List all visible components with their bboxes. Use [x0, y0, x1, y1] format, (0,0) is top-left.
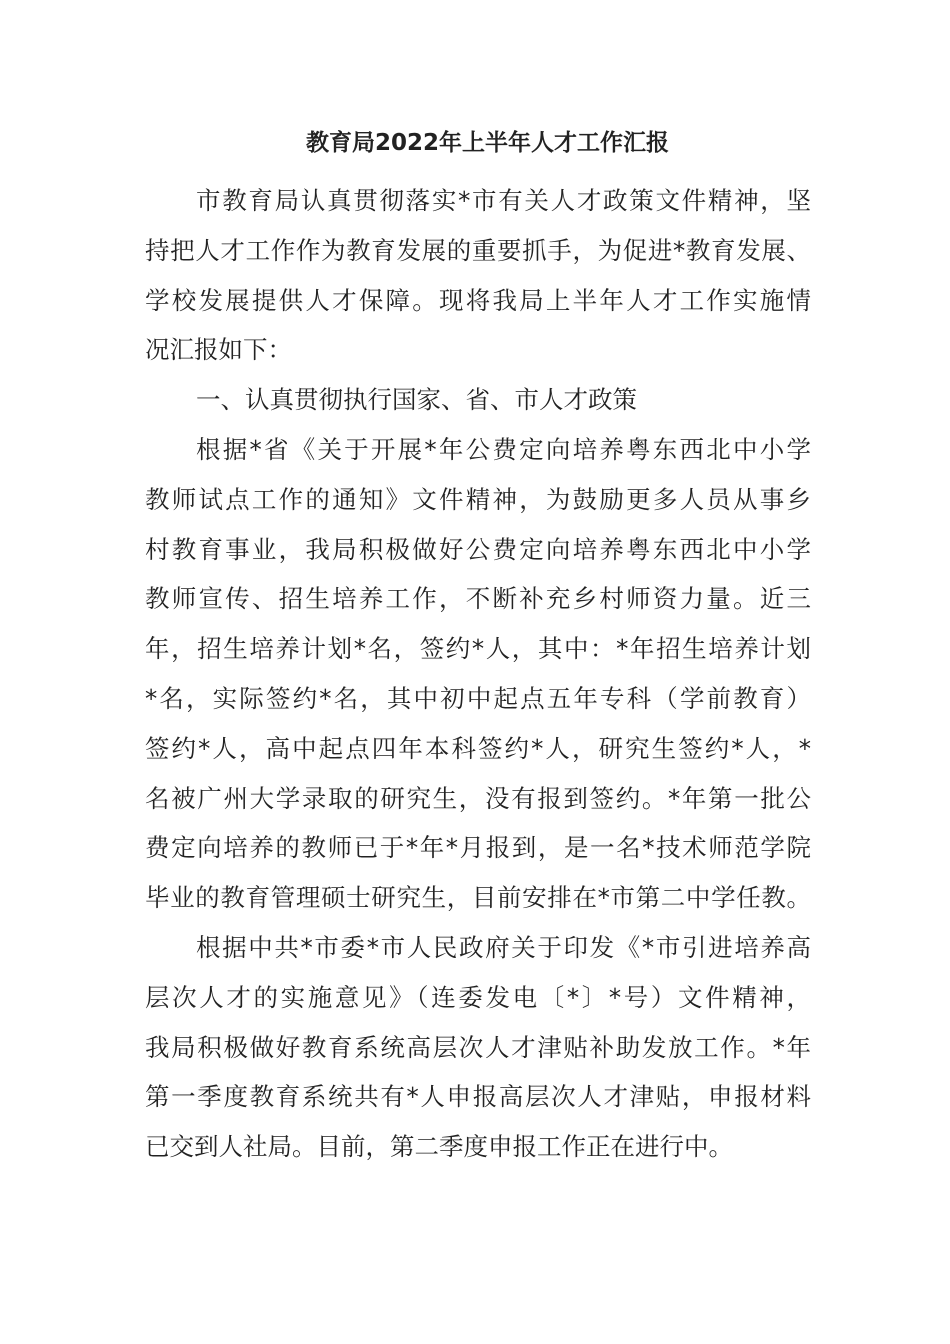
text-line: 已交到人社局。目前，第二季度申报工作正在进行中。: [145, 1132, 733, 1162]
text-line: 毕业的教育管理硕士研究生，目前安排在*市第二中学任教。: [145, 883, 811, 913]
document-body: [145, 176, 811, 1172]
text-line: 教师宣传、招生培养工作，不断补充乡村师资力量。近三: [145, 584, 811, 614]
text-line: 持把人才工作作为教育发展的重要抓手，为促进*教育发展、: [145, 235, 811, 265]
text-line: *名，实际签约*名，其中初中起点五年专科（学前教育）: [145, 683, 811, 713]
text-line: 层次人才的实施意见》（连委发电〔*〕*号）文件精神，: [145, 982, 811, 1012]
text-line: 根据*省《关于开展*年公费定向培养粤东西北中小学: [196, 434, 811, 464]
text-line: 名被广州大学录取的研究生，没有报到签约。*年第一批公: [145, 783, 811, 813]
text-line: 我局积极做好教育系统高层次人才津贴补助发放工作。*年: [145, 1032, 811, 1062]
text-line: 年，招生培养计划*名，签约*人，其中：*年招生培养计划: [145, 634, 811, 664]
text-line: 教师试点工作的通知》文件精神，为鼓励更多人员从事乡: [145, 484, 811, 514]
text-line: 市教育局认真贯彻落实*市有关人才政策文件精神，坚: [196, 186, 811, 215]
text-line: 学校发展提供人才保障。现将我局上半年人才工作实施情: [145, 285, 811, 315]
text-line: 根据中共*市委*市人民政府关于印发《*市引进培养高: [196, 932, 811, 962]
text-line: 一、认真贯彻执行国家、省、市人才政策: [196, 385, 637, 415]
text-line: 第一季度教育系统共有*人申报高层次人才津贴，申报材料: [145, 1082, 811, 1112]
text-line: 村教育事业，我局积极做好公费定向培养粤东西北中小学: [145, 534, 811, 564]
text-line: 况汇报如下：: [145, 335, 292, 365]
document-title: 教育局2022年上半年人才工作汇报: [305, 130, 669, 156]
text-line: 签约*人，高中起点四年本科签约*人，研究生签约*人，*: [145, 733, 811, 763]
text-line: 费定向培养的教师已于*年*月报到，是一名*技术师范学院: [145, 833, 811, 863]
